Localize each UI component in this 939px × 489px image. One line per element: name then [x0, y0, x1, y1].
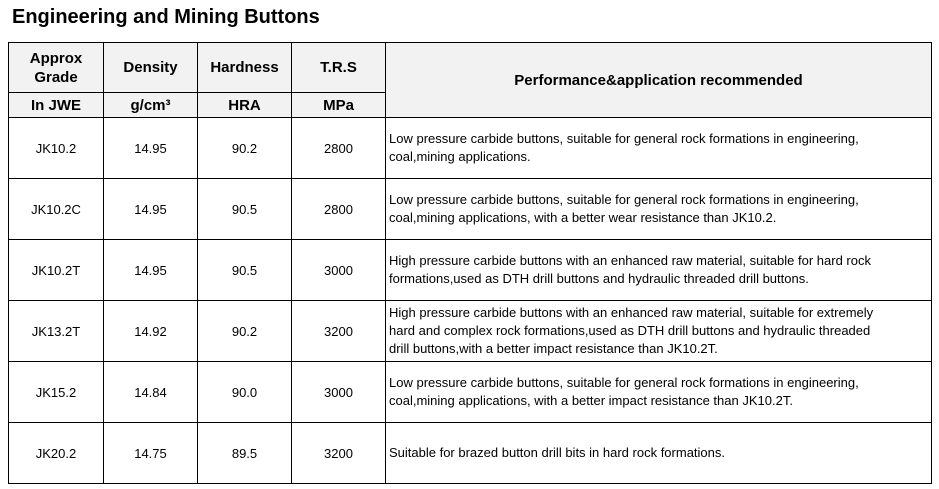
header-density-unit: g/cm³ [104, 93, 198, 118]
cell-grade: JK10.2C [9, 179, 104, 240]
cell-description [386, 362, 932, 423]
cell-grade: JK10.2T [9, 240, 104, 301]
cell-hardness: 90.2 [198, 118, 292, 179]
cell-description [386, 240, 932, 301]
cell-hardness: 90.0 [198, 362, 292, 423]
table-row [9, 362, 932, 423]
cell-trs: 3200 [292, 301, 386, 362]
cell-density: 14.95 [104, 118, 198, 179]
cell-description [386, 423, 932, 484]
table-row [9, 301, 932, 362]
cell-density: 14.75 [104, 423, 198, 484]
header-trs: T.R.S [292, 43, 386, 93]
cell-trs: 3000 [292, 362, 386, 423]
cell-hardness: 90.5 [198, 179, 292, 240]
cell-grade: JK10.2 [9, 118, 104, 179]
description-line: Low pressure carbide buttons, suitable for general rock formations in engineering, [389, 131, 859, 146]
cell-description [386, 179, 932, 240]
description-line: formations,used as DTH drill buttons and hydraulic threaded drill buttons. [389, 271, 809, 286]
cell-grade: JK20.2 [9, 423, 104, 484]
cell-hardness: 90.2 [198, 301, 292, 362]
cell-description [386, 301, 932, 362]
table-row [9, 179, 932, 240]
header-grade [9, 43, 104, 93]
header-hardness-unit: HRA [198, 93, 292, 118]
header-trs-unit: MPa [292, 93, 386, 118]
header-density: Density [104, 43, 198, 93]
description-line: Low pressure carbide buttons, suitable for general rock formations in engineering, [389, 375, 859, 390]
header-hardness: Hardness [198, 43, 292, 93]
table-row [9, 240, 932, 301]
description-line: Low pressure carbide buttons, suitable for general rock formations in engineering, [389, 192, 859, 207]
description-line: Suitable for brazed button drill bits in hard rock formations. [389, 445, 726, 460]
cell-trs: 3200 [292, 423, 386, 484]
description-line: drill buttons,with a better impact resistance than JK10.2T. [389, 341, 718, 356]
page-title: Engineering and Mining Buttons [12, 6, 320, 28]
cell-density: 14.84 [104, 362, 198, 423]
description-line: coal,mining applications, with a better wear resistance than JK10.2. [389, 210, 777, 225]
description-line: High pressure carbide buttons with an enhanced raw material, suitable for extremely [389, 305, 874, 320]
description-line: coal,mining applications. [389, 149, 531, 164]
cell-description [386, 118, 932, 179]
table-row [9, 423, 932, 484]
cell-density: 14.95 [104, 240, 198, 301]
description-line: hard and complex rock formations,used as DTH drill buttons and hydraulic threaded [389, 323, 871, 338]
cell-hardness: 89.5 [198, 423, 292, 484]
description-line: High pressure carbide buttons with an enhanced raw material, suitable for hard rock [389, 253, 871, 268]
cell-hardness: 90.5 [198, 240, 292, 301]
cell-grade: JK13.2T [9, 301, 104, 362]
cell-trs: 3000 [292, 240, 386, 301]
header-grade-unit: In JWE [9, 93, 104, 118]
cell-trs: 2800 [292, 179, 386, 240]
cell-density: 14.95 [104, 179, 198, 240]
table-body [9, 118, 932, 484]
grades-table [8, 42, 932, 484]
header-grade-label: Approx Grade [29, 49, 83, 86]
cell-density: 14.92 [104, 301, 198, 362]
header-performance: Performance&application recommended [386, 43, 932, 118]
cell-grade: JK15.2 [9, 362, 104, 423]
table-row [9, 118, 932, 179]
description-line: coal,mining applications, with a better impact resistance than JK10.2T. [389, 393, 793, 408]
cell-trs: 2800 [292, 118, 386, 179]
